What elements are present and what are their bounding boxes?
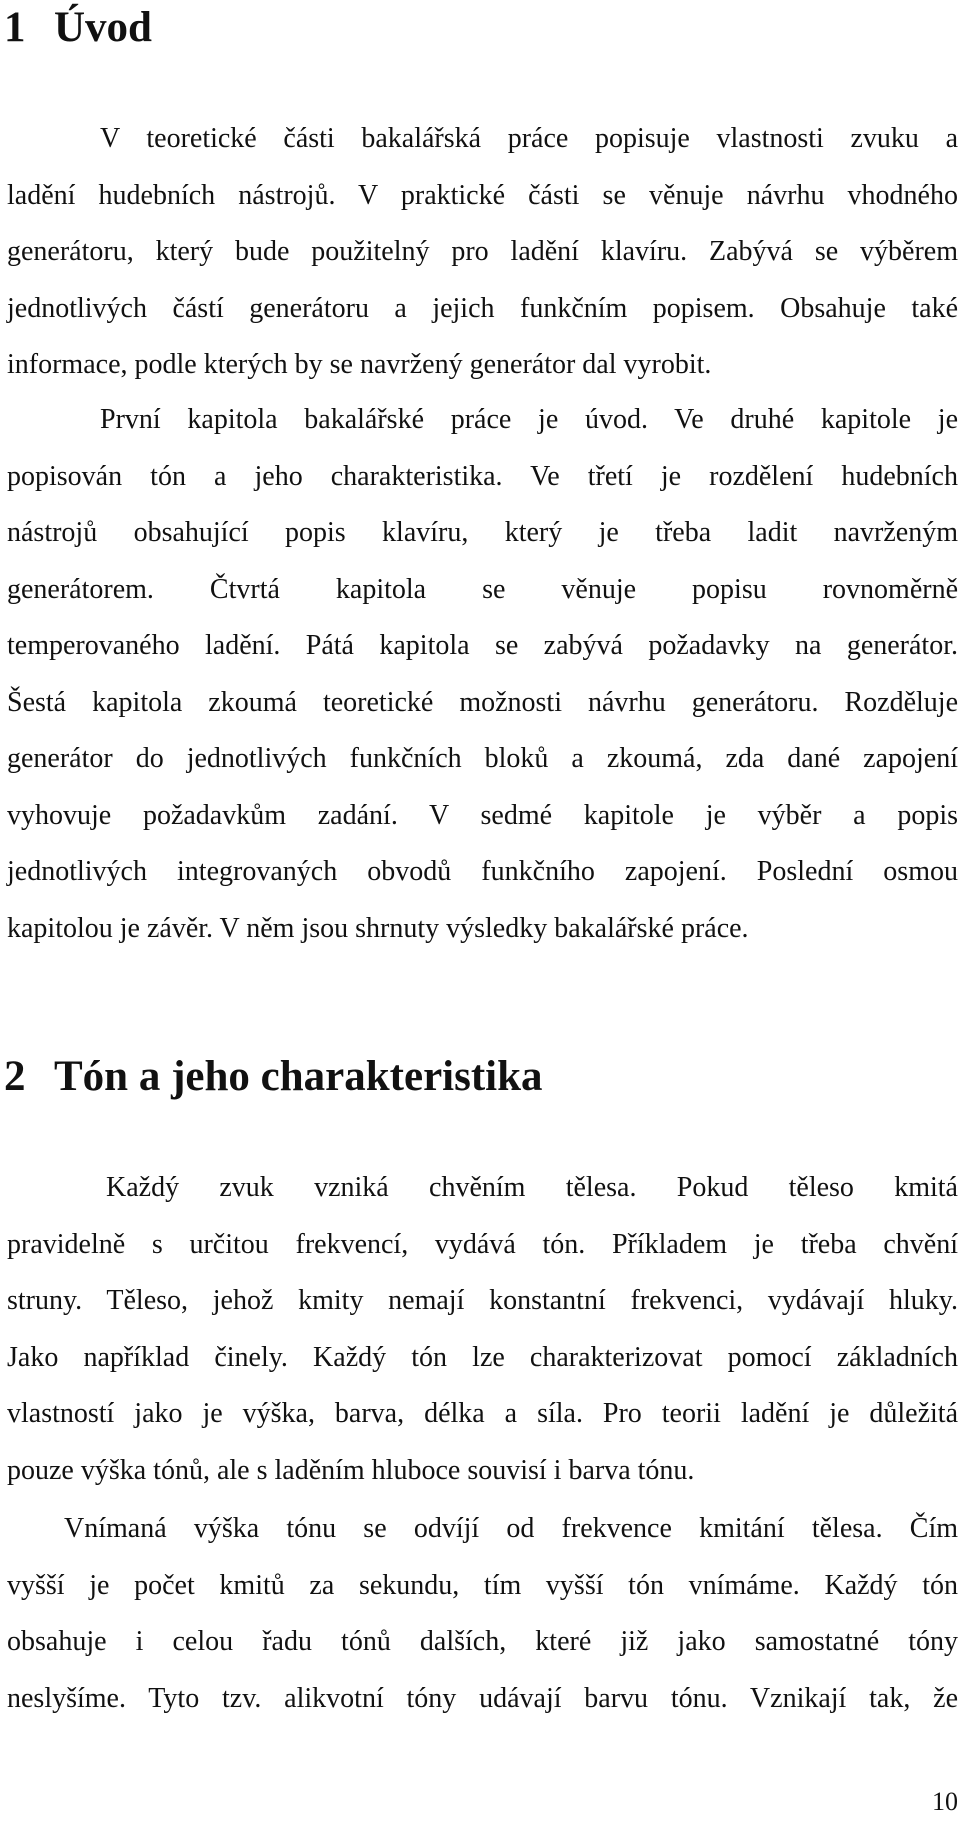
text-line: vyhovuje požadavkům zadání. V sedmé kapitole je výběr a popis bbox=[7, 799, 958, 831]
section-title: Úvod bbox=[54, 4, 152, 51]
text-line: popisován tón a jeho charakteristika. Ve třetí je rozdělení hudebních bbox=[7, 460, 958, 492]
text-line: jednotlivých částí generátoru a jejich funkčním popisem. Obsahuje také bbox=[7, 292, 958, 324]
paragraph bbox=[7, 111, 958, 394]
page-number: 10 bbox=[932, 1787, 958, 1816]
section-number: 1 bbox=[4, 4, 26, 51]
text-line: Šestá kapitola zkoumá teoretické možnosti návrhu generátoru. Rozděluje bbox=[7, 686, 958, 718]
text-line: obsahuje i celou řadu tónů dalších, které již jako samostatné tóny bbox=[7, 1626, 958, 1657]
section-title: Tón a jeho charakteristika bbox=[54, 1053, 543, 1100]
text-line: vyšší je počet kmitů za sekundu, tím vyšší tón vnímáme. Každý tón bbox=[7, 1569, 958, 1601]
paragraph bbox=[7, 392, 958, 957]
text-line: vlastností jako je výška, barva, délka a síla. Pro teorii ladění je důležitá bbox=[7, 1398, 958, 1429]
text-line: struny. Těleso, jehož kmity nemají konstantní frekvenci, vydávají hluky. bbox=[7, 1285, 958, 1316]
section-heading-2 bbox=[4, 1052, 543, 1102]
text-line: pouze výška tónů, ale s laděním hluboce souvisí i barva tónu. bbox=[7, 1454, 695, 1486]
text-line: temperovaného ladění. Pátá kapitola se zabývá požadavky na generátor. bbox=[7, 630, 958, 661]
text-line: pravidelně s určitou frekvencí, vydává tón. Příkladem je třeba chvění bbox=[7, 1228, 958, 1260]
text-line: Jako například činely. Každý tón lze charakterizovat pomocí základních bbox=[7, 1341, 958, 1373]
section-heading-1 bbox=[4, 3, 152, 53]
text-line: generátor do jednotlivých funkčních bloků a zkoumá, zda dané zapojení bbox=[7, 743, 958, 774]
text-line: informace, podle kterých by se navržený generátor dal vyrobit. bbox=[7, 349, 712, 380]
text-line: nástrojů obsahující popis klavíru, který je třeba ladit navrženým bbox=[7, 517, 958, 548]
text-line: Každý zvuk vzniká chvěním tělesa. Pokud těleso kmitá bbox=[106, 1172, 958, 1203]
text-line: ladění hudebních nástrojů. V praktické části se věnuje návrhu vhodného bbox=[7, 179, 958, 211]
paragraph bbox=[7, 1501, 958, 1727]
text-line: jednotlivých integrovaných obvodů funkčního zapojení. Poslední osmou bbox=[7, 856, 958, 887]
paragraph bbox=[7, 1160, 958, 1499]
text-line: neslyšíme. Tyto tzv. alikvotní tóny udávají barvu tónu. Vznikají tak, že bbox=[7, 1682, 958, 1714]
text-line: generátorem. Čtvrtá kapitola se věnuje popisu rovnoměrně bbox=[7, 573, 958, 605]
text-line: kapitolou je závěr. V něm jsou shrnuty výsledky bakalářské práce. bbox=[7, 912, 749, 944]
text-line: generátoru, který bude použitelný pro ladění klavíru. Zabývá se výběrem bbox=[7, 236, 958, 267]
text-line: První kapitola bakalářské práce je úvod. Ve druhé kapitole je bbox=[100, 404, 958, 435]
text-line: V teoretické části bakalářská práce popisuje vlastnosti zvuku a bbox=[100, 123, 958, 154]
text-line: Vnímaná výška tónu se odvíjí od frekvence kmitání tělesa. Čím bbox=[64, 1513, 958, 1544]
section-number: 2 bbox=[4, 1053, 26, 1100]
